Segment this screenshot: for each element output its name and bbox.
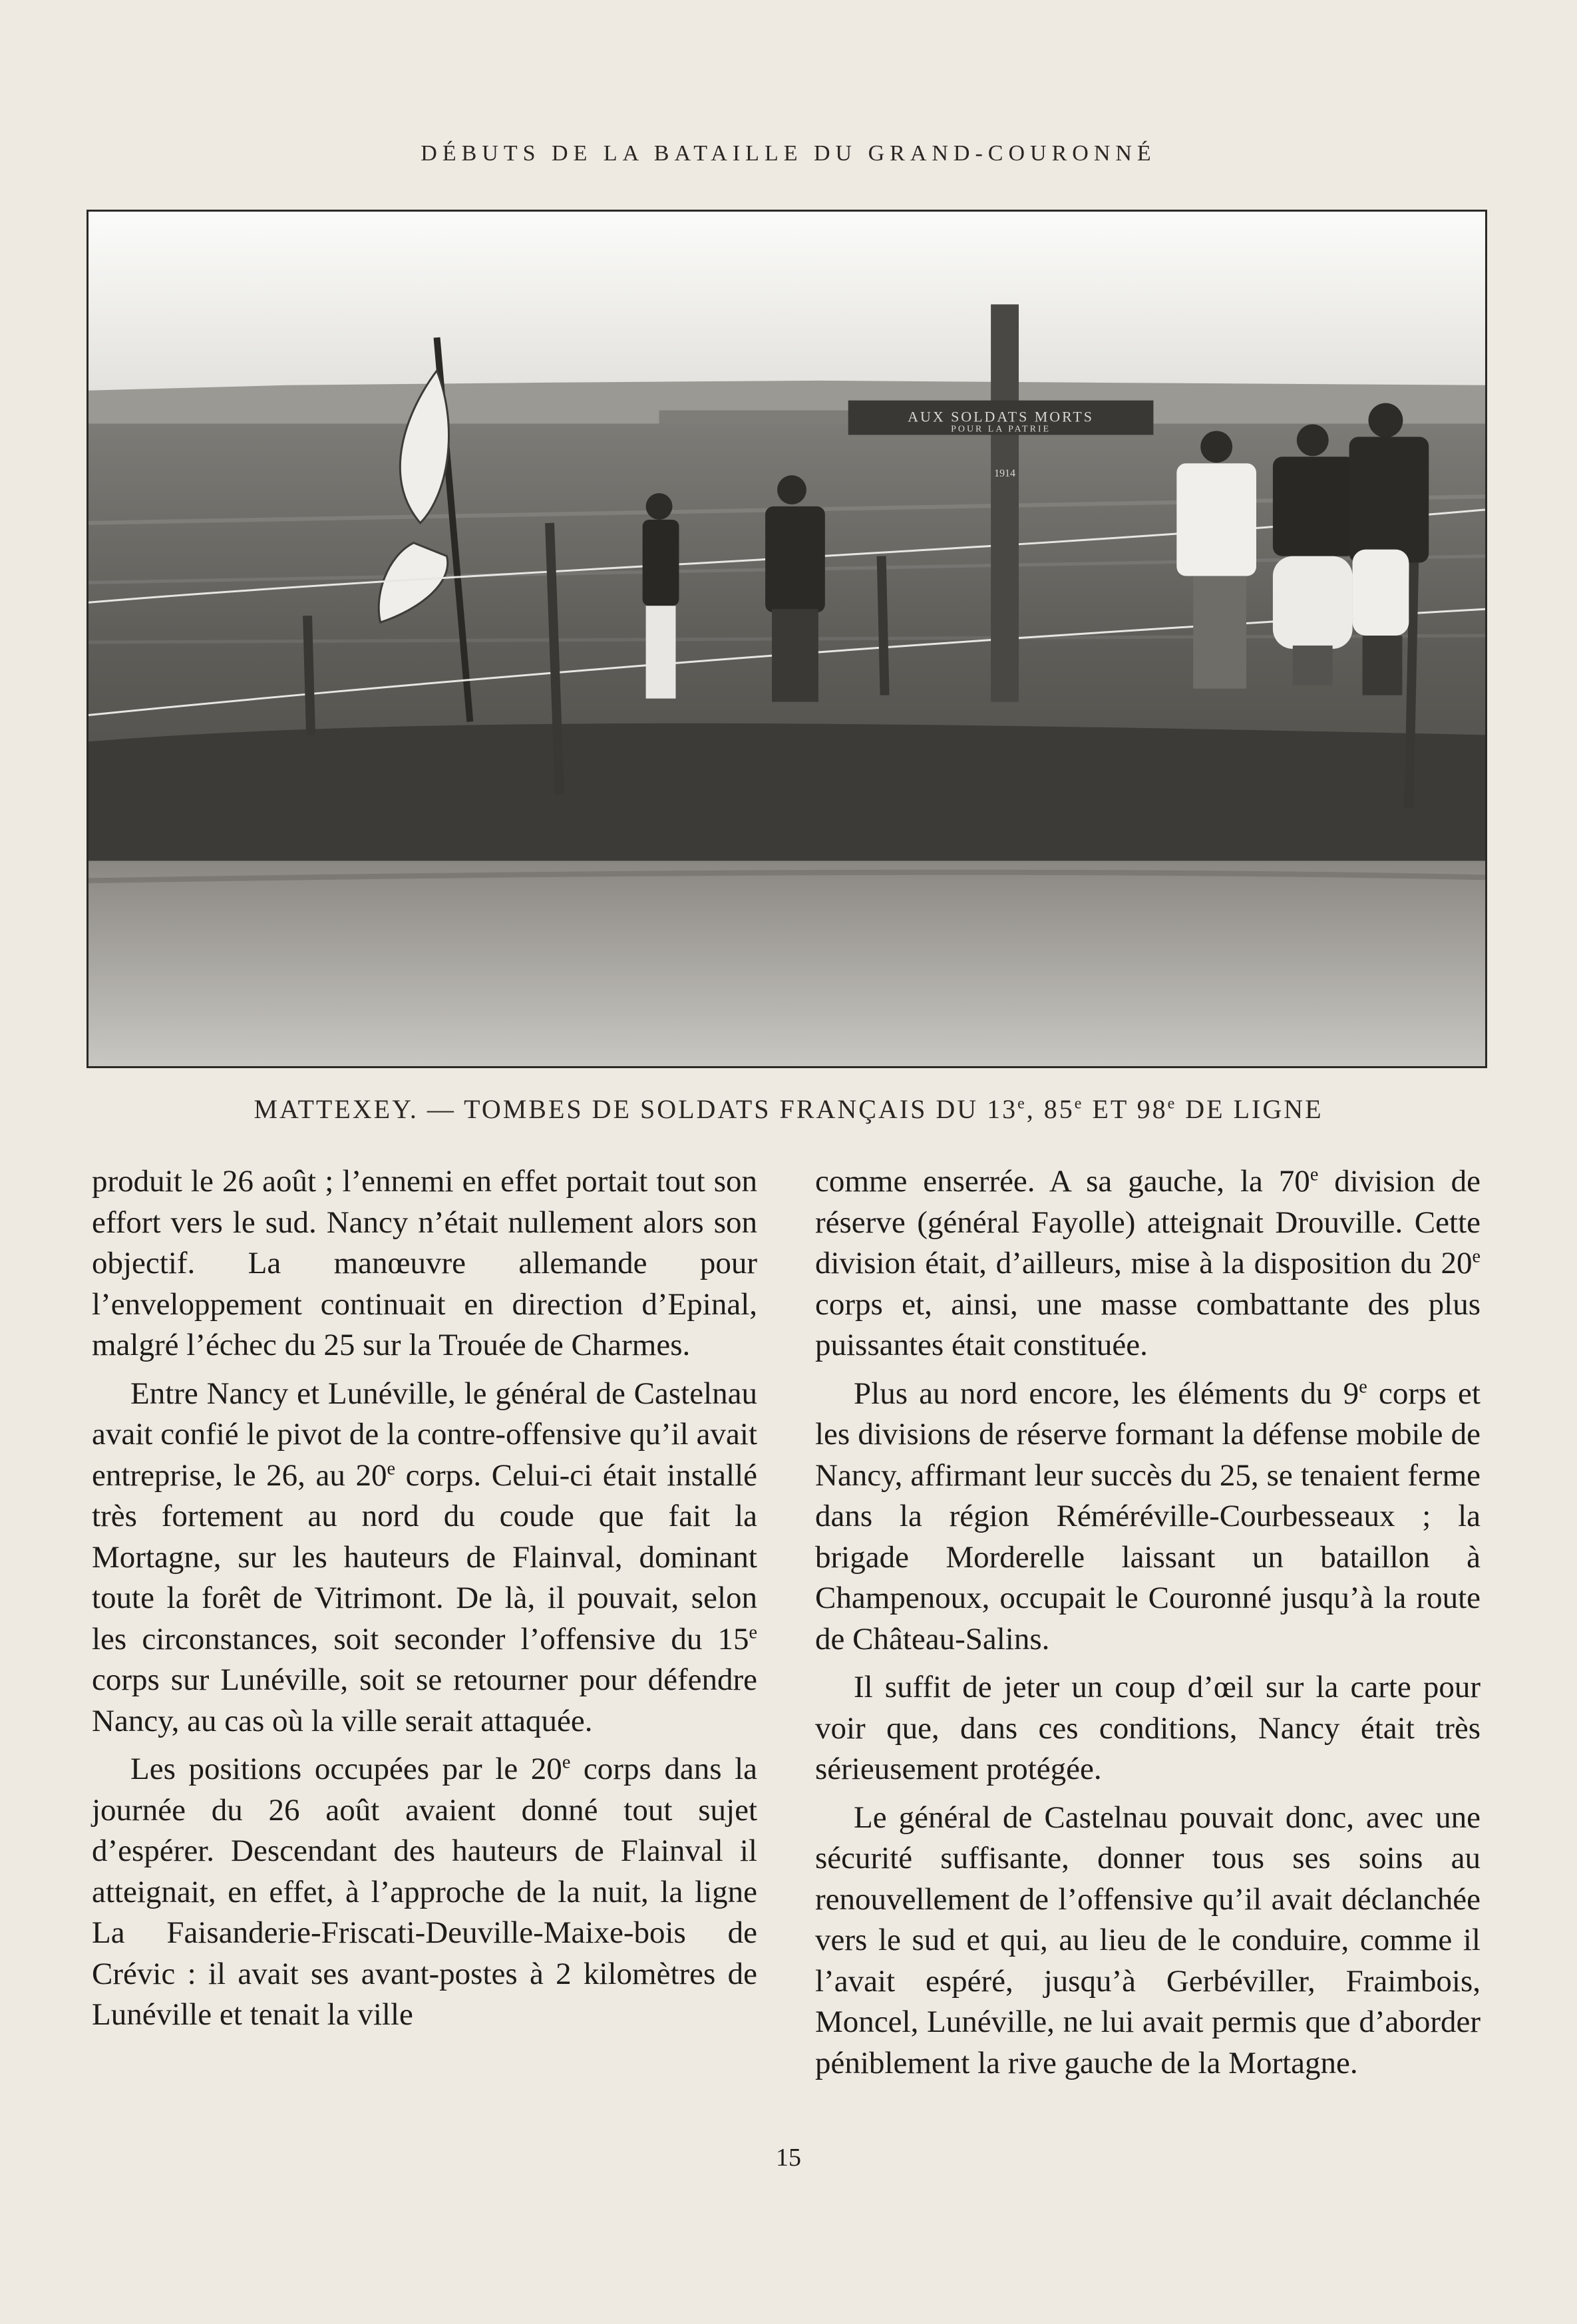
grave-mound: [88, 723, 1485, 861]
left-column: [92, 1161, 757, 2043]
right-column: [815, 1161, 1481, 2091]
soldier-1: [643, 493, 679, 699]
road: [88, 861, 1485, 1066]
page-number: 15: [776, 2144, 801, 2172]
soldier-2: [765, 475, 825, 701]
sign-year: 1914: [994, 468, 1015, 480]
photo-caption: MATTEXEY. — TOMBES DE SOLDATS FRANÇAIS DU 13e, 85e ET 98e DE LIGNE: [254, 1094, 1323, 1124]
paragraph: Le général de Castelnau pouvait donc, avec une sécurité suffisante, donner tous ses soins au renouvellement de l’offensive qu’il avait déclanchée vers le sud et qui, au lieu de le conduire, comme il l’avait espéré, jusqu’à Gerbéviller, Fraimbois, Moncel, Lunéville, ne lui avait permis que d’aborder péniblement la rive gauche de la Mortagne.: [815, 1800, 1481, 2080]
photo-illustration: [88, 212, 1485, 1066]
sky: [88, 212, 1485, 397]
paragraph: Plus au nord encore, les éléments du 9e corps et les divisions de réserve formant la défense mobile de Nancy, affirmant leur succès du 25, se tenaient ferme dans la région Réméréville-Courbesseaux ; la brigade Morderelle laissant un bataillon à Champenoux, occupait le Couronné jusqu’à la route de Château-Salins.: [815, 1376, 1481, 1656]
paragraph: comme enserrée. A sa gauche, la 70e division de réserve (général Fayolle) atteignait Drouville. Cette division était, d’ailleurs, mise à la disposition du 20e corps et, ainsi, une masse combattante des plus puissantes était constituée.: [815, 1164, 1481, 1362]
paragraph: Les positions occupées par le 20e corps dans la journée du 26 août avaient donné tout sujet d’espérer. Descendant des hauteurs de Flainval il atteignait, en effet, à l’approche de la nuit, la ligne La Faisanderie-Friscati-Deuville-Maixe-bois de Crévic : il avait ses avant-postes à 2 kilomètres de Lunéville et tenait la ville: [92, 1752, 758, 2032]
paragraph: Il suffit de jeter un coup d’œil sur la carte pour voir que, dans ces conditions, Nancy était très sérieusement protégée.: [815, 1670, 1481, 1786]
paragraph: produit le 26 août ; l’ennemi en effet portait tout son effort vers le sud. Nancy n’était nullement alors son objectif. La manœuvre allemande pour l’enveloppement continuait en direction d’Epinal, malgré l’échec du 25 sur la Trouée de Charmes.: [92, 1164, 757, 1362]
running-head: DÉBUTS DE LA BATAILLE DU GRAND-COURONNÉ: [421, 141, 1156, 166]
photograph: [87, 210, 1487, 1068]
sign-text-1: AUX SOLDATS MORTS: [908, 408, 1094, 425]
sign-text-2: POUR LA PATRIE: [951, 424, 1051, 435]
paragraph: Entre Nancy et Lunéville, le général de Castelnau avait confié le pivot de la contre-offensive qu’il avait entreprise, le 26, au 20e corps. Celui-ci était installé très fortement au nord du coude que fait la Mortagne, sur les hauteurs de Flainval, dominant toute la forêt de Vitrimont. De là, il pouvait, selon les circonstances, soit seconder l’offensive du 15e corps sur Lunéville, soit se retourner pour défendre Nancy, au cas où la ville serait attaquée.: [92, 1376, 757, 1738]
